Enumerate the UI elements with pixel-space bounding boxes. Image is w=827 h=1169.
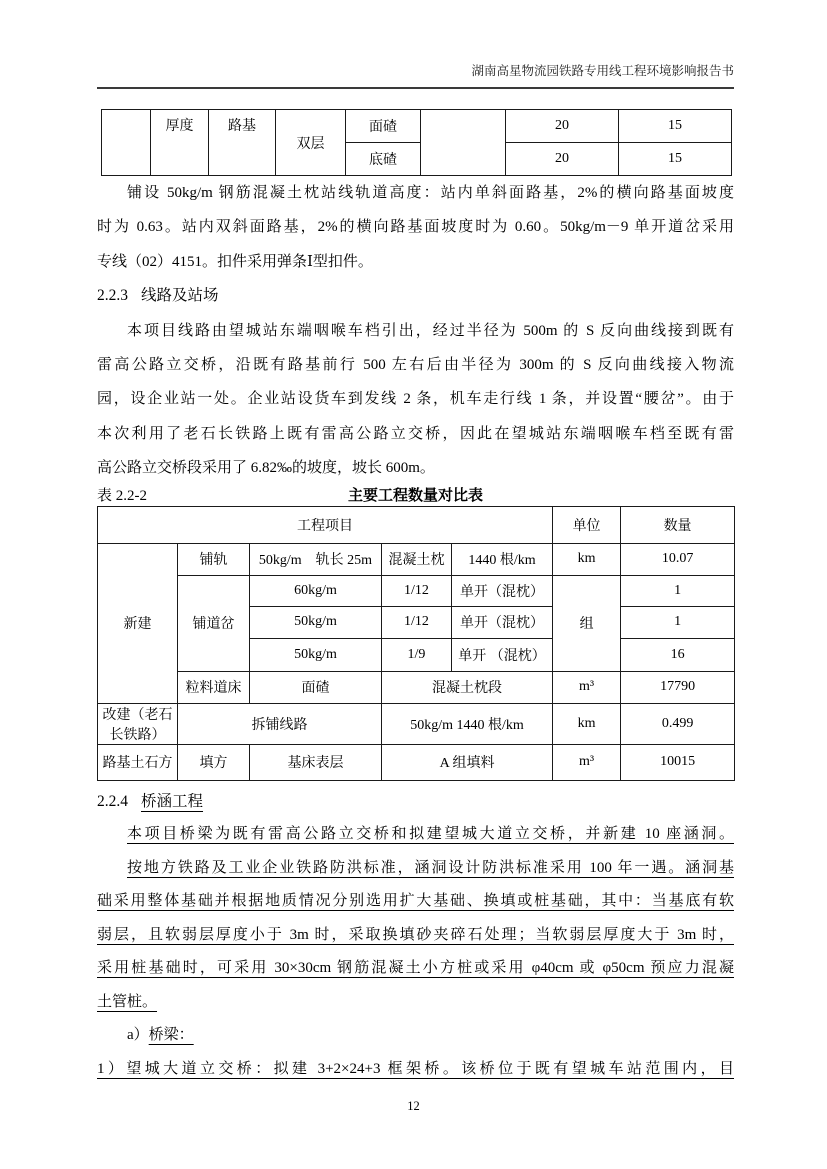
table-header-row bbox=[98, 506, 735, 543]
cell-value: 20 bbox=[506, 143, 619, 176]
cell-empty bbox=[421, 110, 506, 176]
cell-track-quantity: 10.07 bbox=[621, 543, 735, 575]
cell-rebuild-spec: 50kg/m 1440 根/km bbox=[382, 703, 553, 744]
table-row-turnout bbox=[98, 575, 735, 606]
cell-empty bbox=[102, 110, 151, 176]
paragraph-line: 采用桩基础时，可采用 30×30cm 钢筋混凝土小方桩或采用 φ40cm 或 φ50cm 预应力混凝 bbox=[97, 960, 734, 977]
paragraph-bridge-intro bbox=[97, 818, 734, 852]
paragraph-line: 时为 0.63。站内双斜面路基，2%的横向路基面坡度时为 0.60。50kg/m－9 单开道岔采用 bbox=[97, 219, 734, 236]
cell-rebuild-work: 拆铺线路 bbox=[178, 703, 382, 744]
cell-turnout-unit: 组 bbox=[553, 575, 621, 671]
cell-turnout-spec: 60kg/m bbox=[250, 575, 382, 606]
cell-turnout-label: 铺道岔 bbox=[178, 575, 250, 671]
cell-rebuild-unit: km bbox=[553, 703, 621, 744]
paragraph-line: 铺设 50kg/m 钢筋混凝土枕站线轨道高度：站内单斜面路基，2%的横向路基面坡度 bbox=[127, 185, 734, 201]
section-heading-224 bbox=[97, 785, 734, 819]
cell-earthwork-material: A 组填料 bbox=[382, 744, 553, 780]
report-title: 湖南高星物流园铁路专用线工程环境影响报告书 bbox=[471, 64, 734, 78]
section-title: 线路及站场 bbox=[141, 287, 219, 305]
section-title: 桥涵工程 bbox=[141, 792, 204, 810]
cell-earthwork-layer: 基床表层 bbox=[250, 744, 382, 780]
main-quantities-table bbox=[97, 506, 735, 781]
cell-rebuild-label: 改建（老石长铁路） bbox=[98, 703, 178, 744]
paragraph-line: 雷高公路立交桥，沿既有路基前行 500 左右后由半径为 300m 的 S 反向曲线接入物流 bbox=[97, 356, 734, 373]
paragraph-line: 本项目桥梁为既有雷高公路立交桥和拟建望城大道立交桥，并新建 10 座涵洞。 bbox=[127, 826, 734, 843]
cell-track-spec: 50kg/m 轨长 25m bbox=[250, 543, 382, 575]
cell-ballast-section: 混凝土枕段 bbox=[382, 671, 553, 703]
section-heading-223 bbox=[97, 279, 734, 313]
list-item-1-wangcheng-overpass: 1）望城大道立交桥：拟建 3+2×24+3 框架桥。该桥位于既有望城车站范围内，目 bbox=[97, 1060, 734, 1077]
cell-double-layer-label: 双层 bbox=[276, 110, 346, 176]
cell-track-item: 铺轨 bbox=[178, 543, 250, 575]
cell-ballast-layer: 面碴 bbox=[250, 671, 382, 703]
paragraph-line: 础采用整体基础并根据地质情况分别选用扩大基础、换填或桩基础，其中：当基底有软 bbox=[97, 893, 734, 910]
cell-turnout-quantity: 1 bbox=[621, 575, 735, 606]
list-label: 桥梁： bbox=[148, 1027, 194, 1044]
table-row-track bbox=[98, 543, 735, 575]
table-caption-number: 表 2.2-2 bbox=[97, 487, 147, 504]
header-rule bbox=[97, 87, 734, 89]
cell-turnout-type: 单开（混枕） bbox=[452, 606, 553, 638]
paragraph-track bbox=[97, 176, 734, 279]
cell-track-density: 1440 根/km bbox=[452, 543, 553, 575]
paragraph-line: 高公路立交桥段采用了 6.82‰的坡度，坡长 600m。 bbox=[97, 460, 435, 477]
section-number: 2.2.3 bbox=[97, 287, 128, 305]
cell-value: 20 bbox=[506, 110, 619, 143]
section-number: 2.2.4 bbox=[97, 792, 128, 810]
cell-turnout-spec: 50kg/m bbox=[250, 638, 382, 671]
cell-value: 15 bbox=[619, 143, 732, 176]
cell-turnout-spec: 50kg/m bbox=[250, 606, 382, 638]
cell-surface-ballast: 面碴 bbox=[346, 110, 421, 143]
table-caption bbox=[97, 486, 734, 506]
cell-earthwork-label: 路基土石方 bbox=[98, 744, 178, 780]
paragraph-alignment bbox=[97, 314, 734, 486]
cell-bottom-ballast: 底碴 bbox=[346, 143, 421, 176]
cell-value: 15 bbox=[619, 110, 732, 143]
cell-track-unit: km bbox=[553, 543, 621, 575]
paragraph-culvert bbox=[97, 852, 734, 1020]
cell-subgrade-label: 路基 bbox=[209, 110, 276, 176]
cell-ballast-unit: m³ bbox=[553, 671, 621, 703]
list-marker: a） bbox=[127, 1027, 149, 1044]
cell-ballast-quantity: 17790 bbox=[621, 671, 735, 703]
header-cell-quantity: 数量 bbox=[621, 506, 735, 543]
page-number: 12 bbox=[407, 1099, 420, 1113]
cell-turnout-ratio: 1/9 bbox=[382, 638, 452, 671]
table-caption-title: 主要工程数量对比表 bbox=[347, 486, 483, 504]
cell-earthwork-quantity: 10015 bbox=[621, 744, 735, 780]
cell-turnout-ratio: 1/12 bbox=[382, 575, 452, 606]
page-content bbox=[97, 0, 734, 1086]
cell-turnout-type: 单开（混枕） bbox=[452, 575, 553, 606]
table-row-rebuild bbox=[98, 703, 735, 744]
paragraph-line: 园，设企业站一处。企业站设货车到发线 2 条，机车走行线 1 条，并设置“腰岔”。由于 bbox=[97, 391, 734, 408]
ballast-thickness-table-fragment bbox=[101, 109, 732, 176]
cell-thickness-label: 厚度 bbox=[151, 110, 209, 176]
paragraph-line: 专线（02）4151。扣件采用弹条Ⅰ型扣件。 bbox=[97, 253, 373, 270]
cell-rebuild-quantity: 0.499 bbox=[621, 703, 735, 744]
cell-earthwork-work: 填方 bbox=[178, 744, 250, 780]
table-row bbox=[102, 110, 732, 143]
cell-new-build-label: 新建 bbox=[98, 543, 178, 703]
list-item-a-bridges bbox=[97, 1019, 734, 1053]
cell-turnout-quantity: 1 bbox=[621, 606, 735, 638]
paragraph-line: 弱层，且软弱层厚度小于 3m 时，采取换填砂夹碎石处理；当软弱层厚度大于 3m 时， bbox=[97, 926, 734, 943]
cell-turnout-quantity: 16 bbox=[621, 638, 735, 671]
cell-earthwork-unit: m³ bbox=[553, 744, 621, 780]
cell-turnout-ratio: 1/12 bbox=[382, 606, 452, 638]
cell-ballast-item: 粒料道床 bbox=[178, 671, 250, 703]
header-cell-unit: 单位 bbox=[553, 506, 621, 543]
table-row-earthwork bbox=[98, 744, 735, 780]
paragraph-line: 本次利用了老石长铁路上既有雷高公路立交桥，因此在望城站东端咽喉车档至既有雷 bbox=[97, 425, 734, 442]
paragraph-line: 本项目线路由望城站东端咽喉车档引出，经过半径为 500m 的 S 反向曲线接到既有 bbox=[127, 322, 734, 339]
table-row-ballast bbox=[98, 671, 735, 703]
paragraph-line: 按地方铁路及工业企业铁路防洪标准，涵洞设计防洪标准采用 100 年一遇。涵洞基 bbox=[127, 859, 734, 876]
cell-turnout-type: 单开 （混枕） bbox=[452, 638, 553, 671]
cell-track-sleeper: 混凝土枕 bbox=[382, 543, 452, 575]
paragraph-line: 土管桩。 bbox=[97, 993, 158, 1010]
header-cell-project: 工程项目 bbox=[98, 506, 553, 543]
running-header bbox=[97, 0, 734, 79]
